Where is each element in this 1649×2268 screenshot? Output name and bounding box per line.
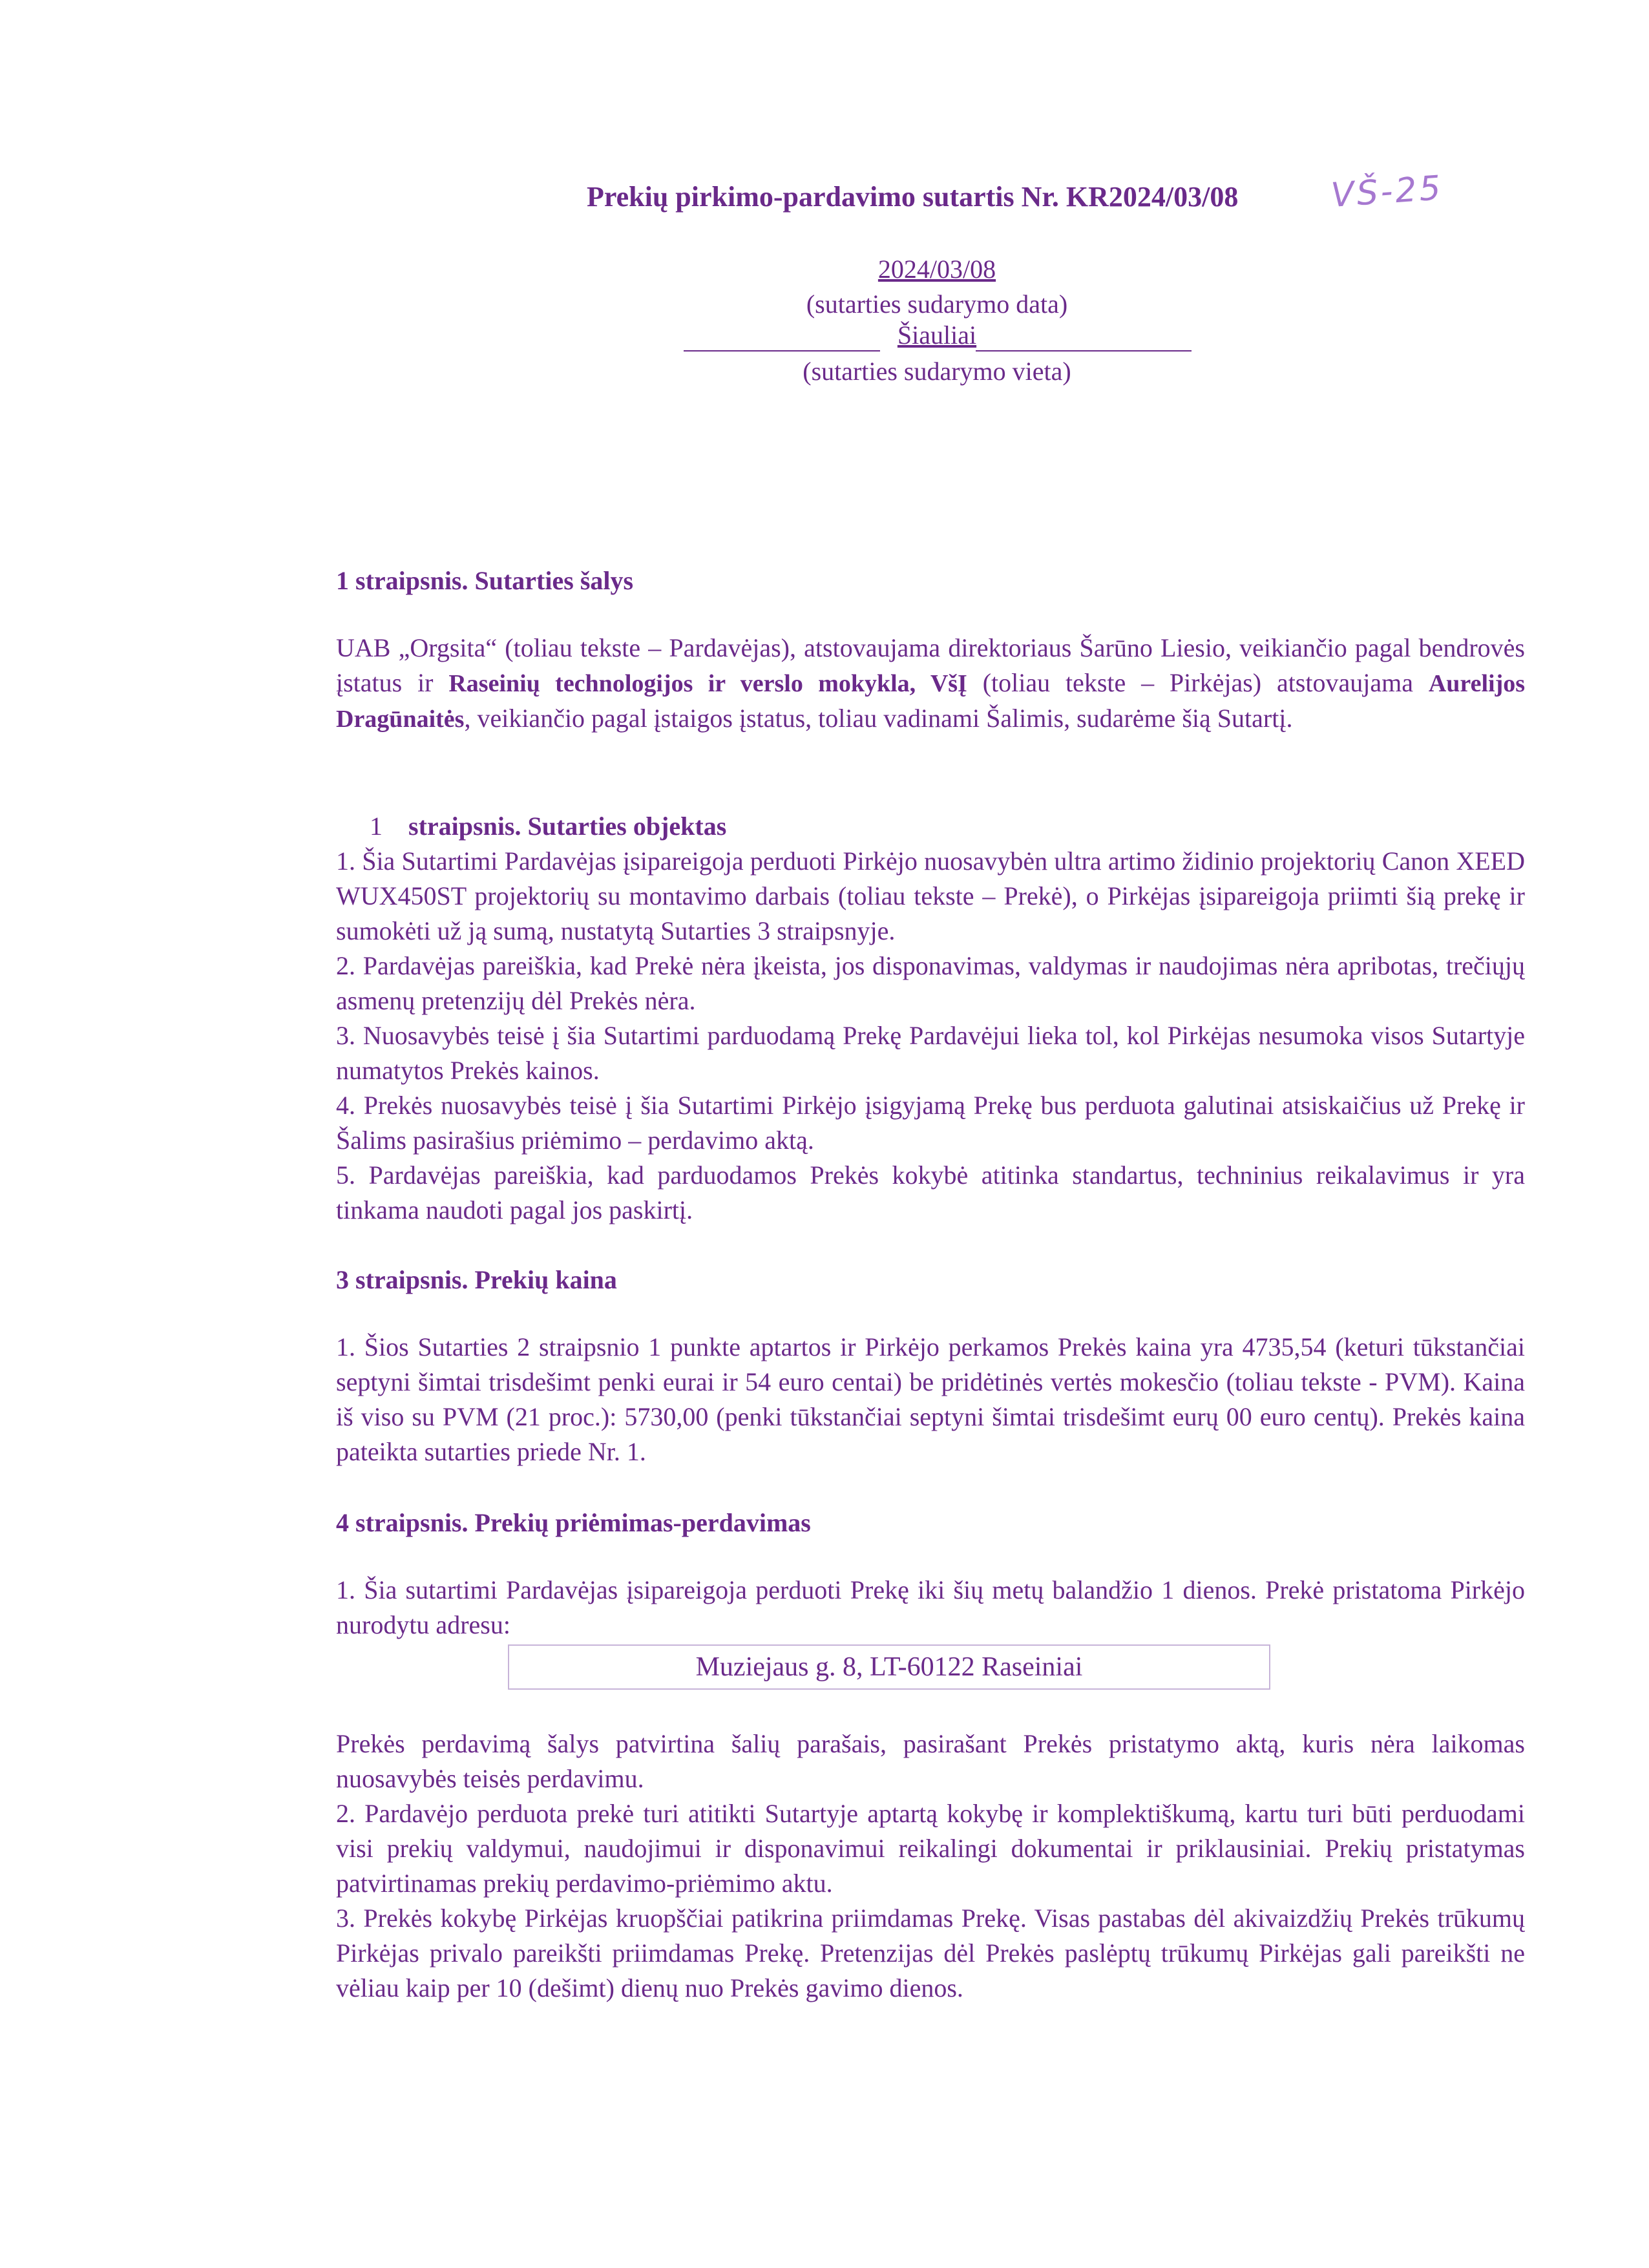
section-4-paragraph-1: 1. Šia sutartimi Pardavėjas įsipareigoja perduoti Prekę iki šių metų balandžio 1 dienos. Prekė pristatoma Pirkėjo nurodytu adresu: [336, 1575, 1525, 1639]
section-2 [336, 809, 1525, 1228]
buyer-representative: Aurelijos Dragūnaitės [336, 670, 1526, 733]
contract-place-caption: (sutarties sudarymo vieta) [803, 357, 1071, 386]
section-2-item: 5. Pardavėjas pareiškia, kad parduodamos Prekės kokybė atitinka standartus, techninius reikalavimus ir yra tinkama naudoti pagal jos paskirtį. [336, 1160, 1525, 1224]
section-3-paragraph: 1. Šios Sutarties 2 straipsnio 1 punkte aptartos ir Pirkėjo perkamos Prekės kaina yra 4735,54 (keturi tūkstančiai septyni šimtai trisdešimt penki eurai ir 54 euro centai) be pridėtinės vertės mokesčio (toliau tekste - PVM). Kaina iš viso su PVM (21 proc.): 5730,00 (penki tūkstančiai septyni šimtai trisdešimt eurų 00 euro centų). Prekės kaina pateikta sutarties priede Nr. 1. [336, 1332, 1525, 1466]
section-2-item: 1. Šia Sutartimi Pardavėjas įsipareigoja perduoti Pirkėjo nuosavybėn ultra artimo židinio projektorių Canon XEED WUX450ST projektorių su montavimo darbais (toliau tekste – Prekė), o Pirkėjas įsipareigoja priimti šią prekę ir sumokėti už ją sumą, nustatytą Sutarties 3 straipsnyje. [336, 846, 1525, 945]
delivery-address-box: Muziejaus g. 8, LT-60122 Raseiniai [508, 1644, 1270, 1690]
section-3-heading: 3 straipsnis. Prekių kaina [336, 1265, 617, 1294]
section-1-heading: 1 straipsnis. Sutarties šalys [336, 566, 634, 595]
section-4-paragraph-2: Prekės perdavimą šalys patvirtina šalių parašais, pasirašant Prekės pristatymo aktą, kuris nėra laikomas nuosavybės teisės perdavimu. [336, 1729, 1525, 1793]
section-1 [336, 563, 1525, 737]
contract-date-caption: (sutarties sudarymo data) [806, 289, 1068, 319]
section-4-heading: 4 straipsnis. Prekių priėmimas-perdavimas [336, 1508, 811, 1537]
section-1-paragraph: UAB „Orgsita“ (toliau tekste – Pardavėjas), atstovaujama direktoriaus Šarūno Liesio, veikiančio pagal bendrovės įstatus ir Raseinių technologijos ir verslo mokykla, VšĮ (toliau tekste – Pirkėjas) atstovaujama Aurelijos Dragūnaitės, veikiančio pagal įstaigos įstatus, toliau vadinami Šalimis, sudarėme šią Sutartį. [336, 633, 1526, 733]
section-4-paragraph-3: 2. Pardavėjo perduota prekė turi atitikti Sutartyje aptartą kokybę ir komplektiškumą, kartu turi būti perduodami visi prekių valdymui, naudojimui ir disponavimui reikalingi dokumentai ir priklausiniai. Prekių pristatymas patvirtinamas prekių perdavimo-priėmimo aktu. [336, 1799, 1525, 1898]
section-3 [336, 1263, 1525, 1469]
section-4-continued [336, 1727, 1525, 2006]
section-4-paragraph-4: 3. Prekės kokybę Pirkėjas kruopščiai patikrina priimdamas Prekę. Visas pastabas dėl akivaizdžių Prekės trūkumų Pirkėjas privalo pareikšti priimdamas Prekę. Pretenzijas dėl Prekės paslėptų trūkumų Pirkėjas gali pareikšti ne vėliau kaip per 10 (dešimt) dienų nuo Prekės gavimo dienos. [336, 1904, 1525, 2002]
section-2-heading: 1 straipsnis. Sutarties objektas [370, 812, 727, 841]
document-title: Prekių pirkimo-pardavimo sutartis Nr. KR2024/03/08 [587, 181, 1239, 213]
section-4 [336, 1506, 1525, 1643]
contract-place: Šiauliai [897, 320, 977, 350]
contract-date: 2024/03/08 [877, 255, 996, 284]
buyer-name: Raseinių technologijos ir verslo mokykla, VšĮ [448, 670, 967, 697]
section-2-item: 4. Prekės nuosavybės teisė į šia Sutartimi Pirkėjo įsigyjamą Prekę bus perduota galutinai atsiskaičius už Prekę ir Šalims pasirašius priėmimo – perdavimo aktą. [336, 1091, 1525, 1155]
section-2-item: 3. Nuosavybės teisė į šia Sutartimi parduodamą Prekę Pardavėjui lieka tol, kol Pirkėjas nesumoka visos Sutartyje numatytos Prekės kainos. [336, 1021, 1525, 1085]
handwritten-registration-note: VŠ-25 [1330, 169, 1445, 215]
section-2-item: 2. Pardavėjas pareiškia, kad Prekė nėra įkeista, jos disponavimas, valdymas ir naudojimas nėra apribotas, trečiųjų asmenų pretenzijų dėl Prekės nėra. [336, 951, 1525, 1015]
